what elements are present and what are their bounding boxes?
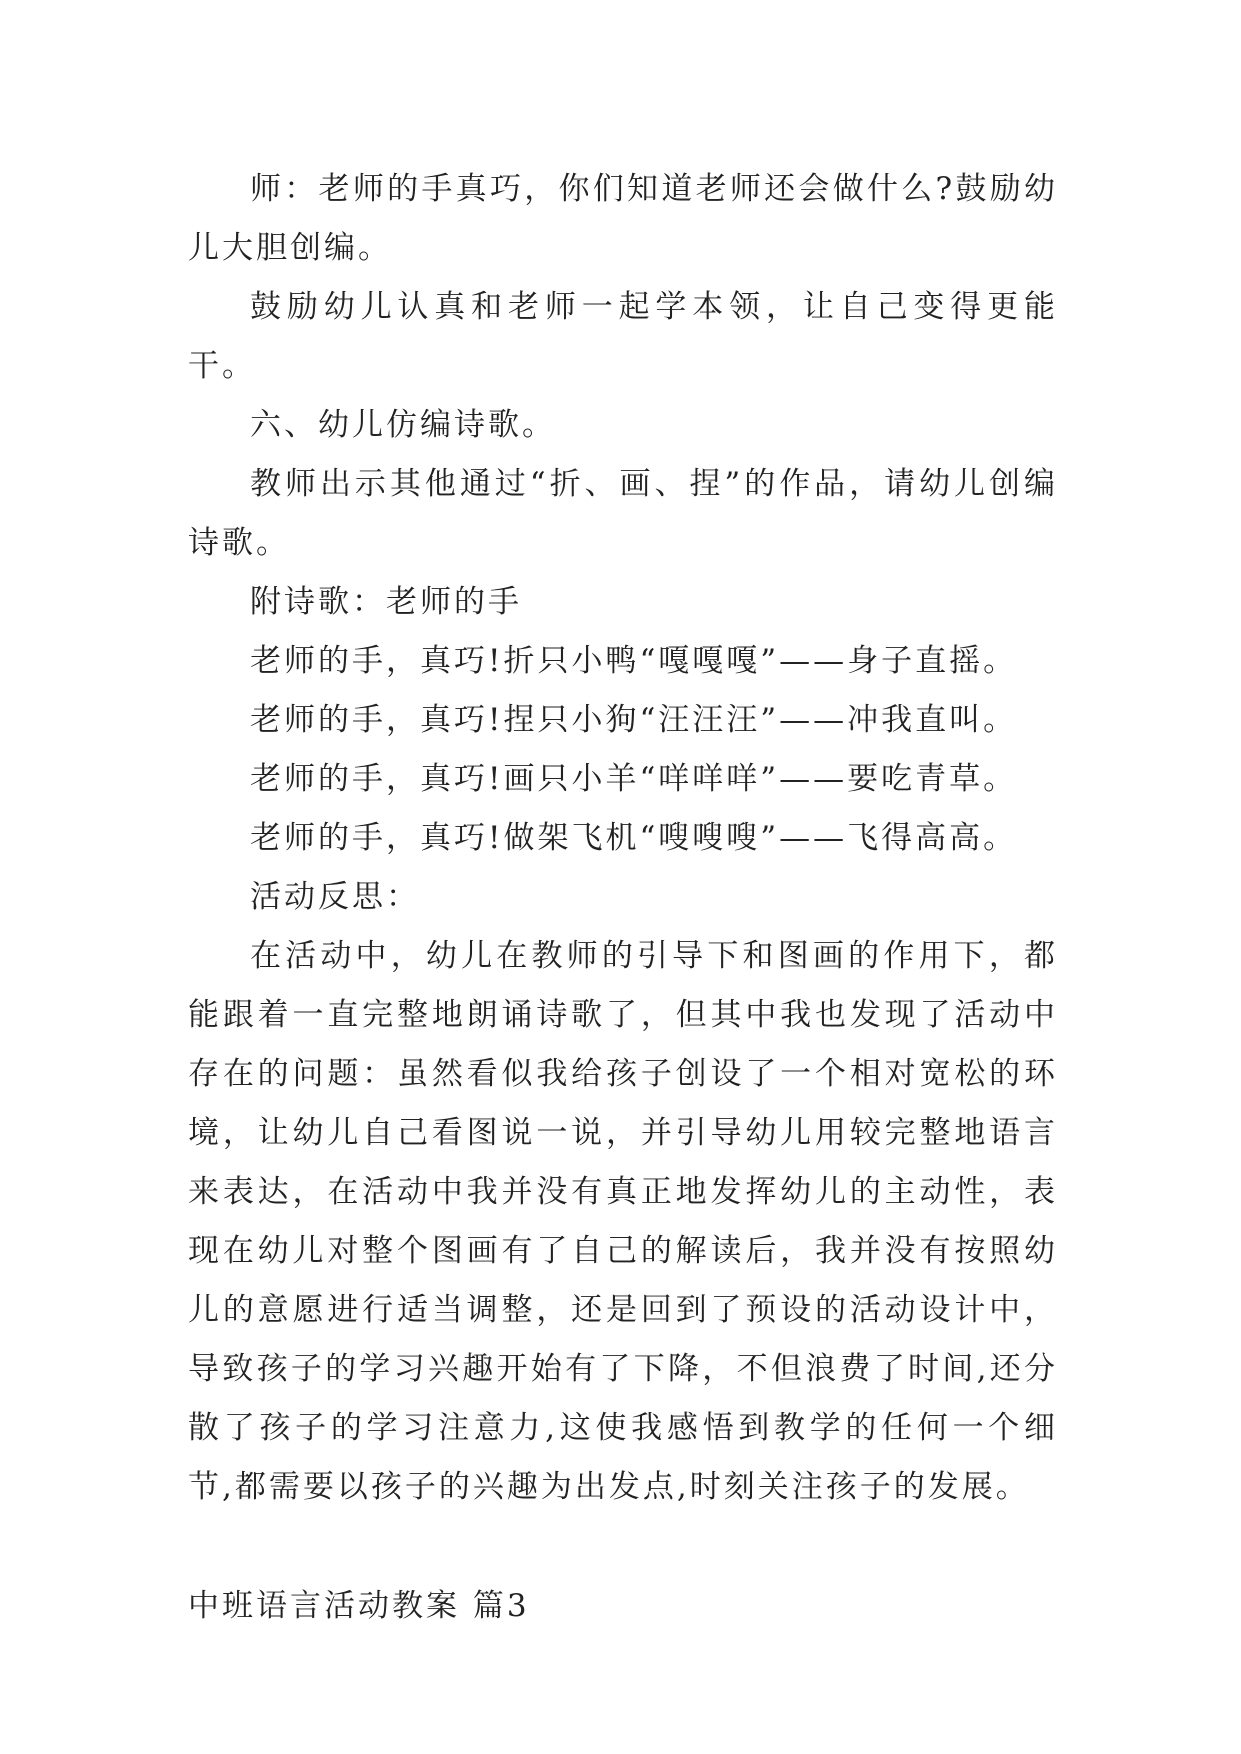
poem-line-3: 老师的手，真巧!画只小羊“咩咩咩”——要吃青草。 — [250, 761, 1018, 797]
paragraph-teacher-line: 师：老师的手真巧，你们知道老师还会做什么?鼓励幼儿大胆创编。 — [188, 171, 1058, 266]
section-heading: 中班语言活动教案 篇3 — [188, 1588, 530, 1624]
paragraph-encourage: 鼓励幼儿认真和老师一起学本领，让自己变得更能干。 — [188, 289, 1058, 384]
paragraph-teacher-shows: 教师出示其他通过“折、画、捏”的作品，请幼儿创编诗歌。 — [188, 466, 1058, 561]
paragraph-reflection-title: 活动反思： — [250, 879, 420, 915]
paragraph-poem-title: 附诗歌：老师的手 — [250, 584, 522, 620]
paragraph-reflection-body: 在活动中，幼儿在教师的引导下和图画的作用下，都能跟着一直完整地朗诵诗歌了，但其中我也发现了活动中存在的问题：虽然看似我给孩子创设了一个相对宽松的环境，让幼儿自己看图说一说，并引导幼儿用较完整地语言来表达，在活动中我并没有真正地发挥幼儿的主动性，表现在幼儿对整个图画有了自己的解读后，我并没有按照幼儿的意愿进行适当调整，还是回到了预设的活动设计中，导致孩子的学习兴趣开始有了下降，不但浪费了时间,还分散了孩子的学习注意力,这使我感悟到教学的任何一个细节,都需要以孩子的兴趣为出发点,时刻关注孩子的发展。 — [188, 938, 1058, 1505]
poem-line-4: 老师的手，真巧!做架飞机“嗖嗖嗖”——飞得高高。 — [250, 820, 1018, 856]
poem-line-1: 老师的手，真巧!折只小鸭“嘎嘎嘎”——身子直摇。 — [250, 643, 1018, 679]
document-body — [188, 160, 1058, 1636]
poem-line-2: 老师的手，真巧!捏只小狗“汪汪汪”——冲我直叫。 — [250, 702, 1018, 738]
paragraph-step-six: 六、幼儿仿编诗歌。 — [250, 407, 556, 443]
